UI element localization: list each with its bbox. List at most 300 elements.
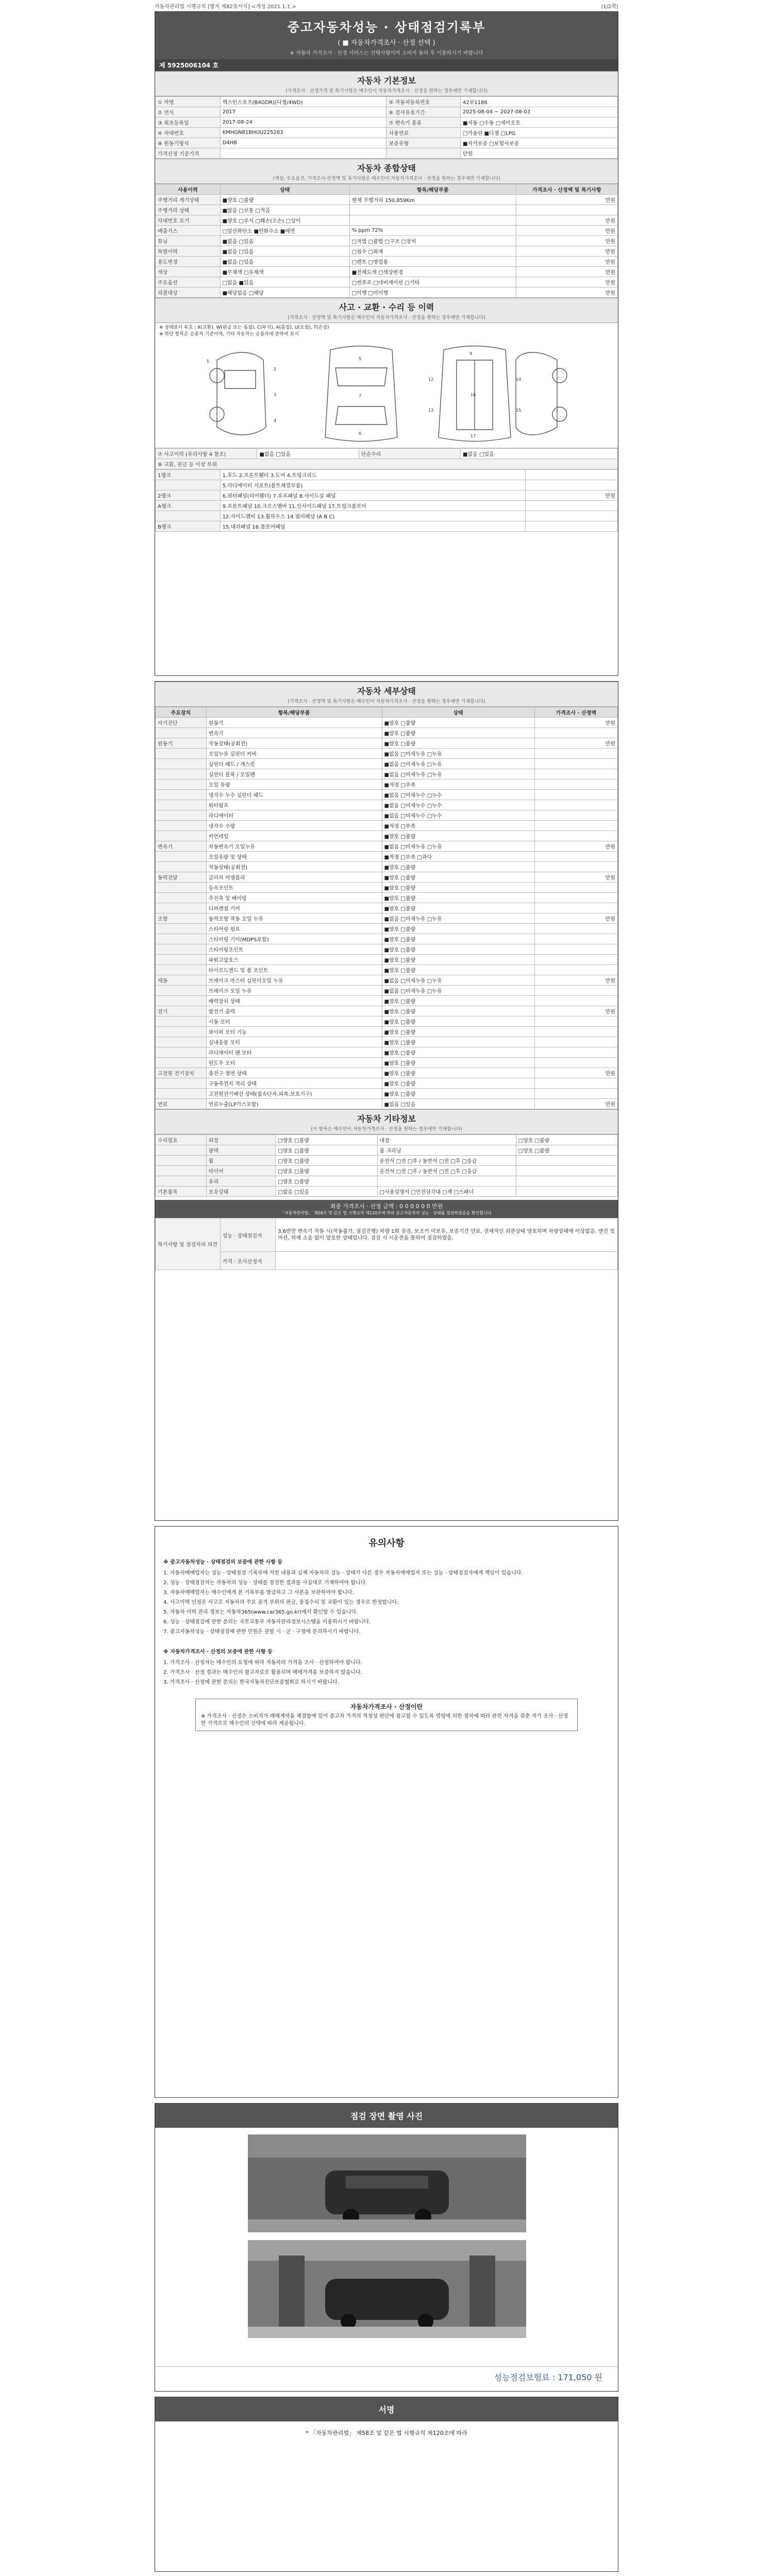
table-row xyxy=(156,749,618,759)
item-label: 배출가스 xyxy=(156,226,221,236)
part-price xyxy=(534,1089,617,1099)
part-price xyxy=(534,1016,617,1027)
value: □가솔린 ■디젤 □LPG xyxy=(461,128,618,138)
part-status: ■양호 □불량 xyxy=(382,862,534,872)
rank-parts: 12.사이드멤버 13.휠하우스 14.필러패널 (A B C) xyxy=(220,511,525,521)
table-row xyxy=(156,1058,618,1068)
accident-value: ■없음 □있음 xyxy=(257,449,359,459)
legend-text: ※ 상태표시 부호 : X(교환), W(판금 또는 용접), C(부식), A(흠집), U(요철), T(손상) xyxy=(159,325,329,330)
accident-table xyxy=(155,448,618,469)
part-price: 만원 xyxy=(534,841,617,852)
part-price xyxy=(534,862,617,872)
svg-text:16: 16 xyxy=(470,393,476,397)
part-status: ■없음 □있음 xyxy=(382,1099,534,1109)
table-row xyxy=(156,1078,618,1089)
part-status: ■양호 □불량 xyxy=(382,1078,534,1089)
part-price xyxy=(534,831,617,841)
photo-page xyxy=(155,2103,618,2392)
device-label xyxy=(156,800,207,810)
table-row xyxy=(156,449,618,459)
table-row xyxy=(156,490,618,501)
item-status: □일산화탄소 ■탄화수소 ■매연 xyxy=(220,226,349,236)
table-row xyxy=(156,480,618,490)
other-info-header xyxy=(155,1109,618,1134)
svg-text:2: 2 xyxy=(274,367,277,371)
part-price xyxy=(534,1078,617,1089)
doc-subtitle: ( ■ 자동차가격조사 · 산정 선택 ) xyxy=(338,39,435,47)
table-row xyxy=(156,117,618,128)
rank-price xyxy=(525,521,617,532)
other-item-2: 내장 xyxy=(377,1135,516,1145)
part-label: 실린더 헤드 / 개스킷 xyxy=(206,759,382,769)
item-detail xyxy=(349,215,516,226)
device-label xyxy=(156,1027,207,1037)
part-price xyxy=(534,893,617,903)
other-item: 보유상태 xyxy=(206,1187,276,1197)
other-status: □양호 □불량 xyxy=(276,1156,377,1166)
svg-text:17: 17 xyxy=(470,434,476,438)
rank-label xyxy=(156,480,221,490)
part-status: ■양호 □불량 xyxy=(382,996,534,1006)
device-label xyxy=(156,903,207,913)
legend-text: ※ 하단 항목은 승용차 기준이며, 기타 자동차는 승용차에 준하여 표시 xyxy=(159,332,299,337)
part-price xyxy=(534,852,617,862)
part-status: ■양호 □불량 xyxy=(382,1016,534,1027)
other-status: □양호 □불량 xyxy=(276,1135,377,1145)
part-status: ■없음 □미세누유 □누유 xyxy=(382,913,534,924)
other-status-2: □양호 □불량 xyxy=(516,1135,617,1145)
rank-parts: 6.쿼터패널(리어휀더) 7.루프패널 8.사이드실 패널 xyxy=(220,490,525,501)
repair-value: ■없음 □있음 xyxy=(460,449,617,459)
part-status: ■없음 □미세누유 □누유 xyxy=(382,986,534,996)
part-status: ■없음 □미세누수 □누수 xyxy=(382,800,534,810)
svg-text:1: 1 xyxy=(207,359,210,364)
part-label: 타이로드엔드 및 볼 조인트 xyxy=(206,965,382,975)
other-status: □양호 □불량 xyxy=(276,1145,377,1156)
section-note: (가격조사 · 산정가격 및 특기사항은 매수인이 자동차가격조사 · 산정을 원하는 경우에만 기재합니다) xyxy=(285,89,488,94)
other-item-2 xyxy=(377,1176,516,1187)
device-label xyxy=(156,1047,207,1058)
notice-item: 3. 가격조사 · 산정에 관한 문의는 한국자동차진단보증협회로 하시기 바랍니다. xyxy=(163,1680,339,1685)
overall-state-table xyxy=(155,184,618,298)
item-price: 만원 xyxy=(516,215,617,226)
table-row xyxy=(156,511,618,521)
part-status: ■없음 □미세누유 □누유 xyxy=(382,759,534,769)
part-price: 만원 xyxy=(534,975,617,986)
part-label: 라디에이터 팬 모터 xyxy=(206,1047,382,1058)
part-price xyxy=(534,790,617,800)
label: ⑥ 검사유효기간 xyxy=(386,107,461,117)
part-status: ■없음 □미세누수 □누수 xyxy=(382,810,534,821)
rank-label: 1랭크 xyxy=(156,470,221,480)
part-price xyxy=(534,934,617,944)
table-row xyxy=(156,821,618,831)
item-label: 튜닝 xyxy=(156,236,221,246)
table-row xyxy=(156,267,618,277)
table-row xyxy=(156,1187,618,1197)
label: ③ 최초등록일 xyxy=(156,117,221,128)
item-price xyxy=(516,205,617,215)
item-price: 만원 xyxy=(516,267,617,277)
section-title: 자동차 세부상태 xyxy=(357,686,416,696)
table-row xyxy=(156,215,618,226)
part-status: ■양호 □불량 xyxy=(382,944,534,955)
table-row xyxy=(156,893,618,903)
other-item-2: 운전석 □전 □후 / 동반석 □전 □후 □응급 xyxy=(377,1156,516,1166)
value: 렉스턴스포츠(B4GDR)(디젤/4WD) xyxy=(220,97,386,107)
part-status: ■양호 □불량 xyxy=(382,872,534,883)
device-label xyxy=(156,769,207,779)
svg-text:4: 4 xyxy=(274,418,277,423)
part-price xyxy=(534,821,617,831)
svg-text:9: 9 xyxy=(469,351,473,356)
item-status: ■없음 □있음 xyxy=(220,246,349,257)
part-label: 동력조향 작동 오일 누유 xyxy=(206,913,382,924)
notice-subtitle: ※ 자동차가격조사 · 산정의 보증에 관한 사항 등 xyxy=(163,1649,273,1655)
item-status: □없음 ■있음 xyxy=(220,277,349,287)
label: ④ 차대번호 xyxy=(156,128,221,138)
part-price xyxy=(534,955,617,965)
device-label: 변속기 xyxy=(156,841,207,852)
device-label xyxy=(156,1089,207,1099)
notice-item: 2. 성능 · 상태점검자는 자동차의 성능 · 상태를 점검한 결과를 사실대로 기재하여야 합니다. xyxy=(163,1580,367,1586)
section-title: 사고 · 교환 · 수리 등 이력 xyxy=(339,302,434,312)
column-header: 사용이력 xyxy=(156,184,221,195)
part-label: 오일누유 실린더 커버 xyxy=(206,749,382,759)
table-row xyxy=(156,226,618,236)
other-status: □양호 □불량 xyxy=(276,1166,377,1176)
device-label: 동력전달 xyxy=(156,872,207,883)
part-price xyxy=(534,810,617,821)
device-label xyxy=(156,924,207,934)
item-status: ■해당없음 □해당 xyxy=(220,287,349,298)
fee-value: 171,050 xyxy=(558,2372,592,2382)
device-label xyxy=(156,955,207,965)
value: 2017-08-24 xyxy=(220,117,386,128)
device-label xyxy=(156,790,207,800)
value: KMHGN81BHUU225283 xyxy=(220,128,386,138)
part-status: ■없음 □미세누유 □누유 xyxy=(382,769,534,779)
part-label: 작동상태(공회전) xyxy=(206,738,382,749)
item-detail: □썬루프 □네비게이션 □기타 xyxy=(349,277,516,287)
other-status-2 xyxy=(516,1187,617,1197)
part-status: ■적정 □부족 xyxy=(382,821,534,831)
part-label: 오일 유량 xyxy=(206,779,382,790)
rank-price xyxy=(525,470,617,480)
table-row xyxy=(156,769,618,779)
item-price: 만원 xyxy=(516,257,617,267)
item-detail xyxy=(349,205,516,215)
table-row xyxy=(156,1027,618,1037)
notice-subtitle: ※ 중고자동차성능 · 상태점검의 보증에 관한 사항 등 xyxy=(163,1560,283,1565)
device-label xyxy=(156,944,207,955)
value: ■자동 □수동 □세미오토 xyxy=(461,117,618,128)
table-row xyxy=(156,1068,618,1078)
table-row xyxy=(156,246,618,257)
table-row xyxy=(156,501,618,511)
box-title: 자동차가격조사 · 산정이란 xyxy=(350,1703,423,1710)
part-status: ■양호 □불량 xyxy=(382,718,534,728)
part-label: 파워고압호스 xyxy=(206,955,382,965)
other-group xyxy=(156,1156,207,1166)
device-label: 연료 xyxy=(156,1099,207,1109)
device-label: 자기진단 xyxy=(156,718,207,728)
part-label: 충전구 절연 상태 xyxy=(206,1068,382,1078)
part-label: 원동기 xyxy=(206,718,382,728)
part-price: 만원 xyxy=(534,913,617,924)
other-item: 외장 xyxy=(206,1135,276,1145)
item-status: ■없음 □있음 xyxy=(220,257,349,267)
part-status: ■양호 □불량 xyxy=(382,1027,534,1037)
rank-parts: 5.라디에이터 서포트(볼트체결부품) xyxy=(220,480,525,490)
part-price xyxy=(534,800,617,810)
sign-page xyxy=(155,2397,618,2572)
rank-label: 2랭크 xyxy=(156,490,221,501)
item-price: 만원 xyxy=(516,246,617,257)
part-status: ■없음 □미세누유 □누유 xyxy=(382,975,534,986)
part-price xyxy=(534,996,617,1006)
device-label xyxy=(156,1016,207,1027)
part-status: ■없음 □미세누유 □누유 xyxy=(382,841,534,852)
column-header: 상태 xyxy=(220,184,349,195)
device-label: 전기 xyxy=(156,1006,207,1016)
device-label xyxy=(156,883,207,893)
table-row xyxy=(156,1156,618,1166)
part-label: 와이퍼 모터 기능 xyxy=(206,1027,382,1037)
part-status: ■양호 □불량 xyxy=(382,1047,534,1058)
rank-label: A랭크 xyxy=(156,501,221,511)
opinion-note: 「자동차관리법」 제58조 및 같은 법 시행규칙 제120조에 따라 중고자동차의 성능 · 상태를 점검하였음을 확인합니다. xyxy=(280,1211,493,1215)
part-price: 만원 xyxy=(534,738,617,749)
item-detail: ■전체도색 □색상변경 xyxy=(349,267,516,277)
column-header: 항목/해당부품 xyxy=(349,184,516,195)
item-status: ■많음 □보통 □적음 xyxy=(220,205,349,215)
device-label xyxy=(156,862,207,872)
other-group xyxy=(156,1166,207,1176)
part-status: ■양호 □불량 xyxy=(382,965,534,975)
part-label: 자동변속기 오일누유 xyxy=(206,841,382,852)
rank-price xyxy=(525,501,617,511)
table-row xyxy=(156,903,618,913)
car-photo-rear xyxy=(248,2240,526,2338)
other-group xyxy=(156,1176,207,1187)
svg-text:5: 5 xyxy=(359,357,362,361)
notice-item: 6. 성능 · 상태점검에 관한 문의는 국토교통부 자동차관리정보시스템을 이용하시기 바랍니다. xyxy=(163,1619,371,1625)
other-item-2: 운전석 □전 □후 / 동반석 □전 □후 □응급 xyxy=(377,1166,516,1176)
part-label: 브레이크 오일 누유 xyxy=(206,986,382,996)
part-label: 스티어링 펌프 xyxy=(206,924,382,934)
part-price xyxy=(534,965,617,975)
part-label: 작동상태(공회전) xyxy=(206,862,382,872)
table-row xyxy=(156,996,618,1006)
part-label: 냉각수 누수 실린더 헤드 xyxy=(206,790,382,800)
part-label: 클러치 어셈블리 xyxy=(206,872,382,883)
appraiser-opinion xyxy=(276,1252,618,1270)
part-label: 변속기 xyxy=(206,728,382,738)
part-price: 만원 xyxy=(534,1099,617,1109)
part-label: 추진축 및 베어링 xyxy=(206,893,382,903)
notice-page xyxy=(155,1526,618,2098)
table-row xyxy=(156,883,618,893)
part-label: 라디에이터 xyxy=(206,810,382,821)
part-price xyxy=(534,728,617,738)
notice-title: 유의사항 xyxy=(368,1538,405,1549)
part-label: 등속조인트 xyxy=(206,883,382,893)
device-label xyxy=(156,1058,207,1068)
page-indicator: (1/2쪽) xyxy=(601,4,618,10)
rank-parts: 1.후드 2.프론트휀더 3.도어 4.트렁크리드 xyxy=(220,470,525,480)
section-note: (이 항목은 매수인이 자동차가격조사 · 산정을 원하는 경우에만 기재합니다) xyxy=(311,1127,462,1132)
table-row xyxy=(156,236,618,246)
table-header-row xyxy=(156,707,618,718)
item-detail: % ppm 72% xyxy=(349,226,516,236)
item-detail: □렌트 □영업용 xyxy=(349,257,516,267)
svg-text:15: 15 xyxy=(516,408,522,413)
svg-text:12: 12 xyxy=(428,377,434,382)
overall-state-header xyxy=(155,159,618,184)
device-label xyxy=(156,986,207,996)
inspector-opinion: 3,6번만 변속기 작동 시(작동불가, 점검진행) 차량 1회 점검, 보조키 미보유, 보증기간 만료, 전체적인 외관상태 양호하며 차량상태에 이상없음. 엔진 및 미션, 하체 소음 없이 양호한 상태입니다. 점검 시 시운전을 통하여 점검하였음. xyxy=(276,1218,618,1252)
notice-body-2 xyxy=(155,1643,618,1693)
section-note: (가격조사 · 산정액 및 특기사항은 매수인이 자동차가격조사 · 산정을 원하는 경우에만 기재합니다) xyxy=(288,699,485,704)
table-row xyxy=(156,128,618,138)
part-status: ■양호 □불량 xyxy=(382,1058,534,1068)
other-info-table xyxy=(155,1134,618,1197)
label: 가격산정 기준가격 xyxy=(156,148,221,159)
car-outline-diagram xyxy=(155,340,619,448)
inspector-label: 성능 · 상태점검자 xyxy=(220,1218,276,1252)
table-row xyxy=(156,800,618,810)
item-label: 용도변경 xyxy=(156,257,221,267)
svg-text:13: 13 xyxy=(428,408,434,413)
value: 2025-08-04 ~ 2027-08-03 xyxy=(461,107,618,117)
part-status: ■양호 □불량 xyxy=(382,831,534,841)
device-label xyxy=(156,934,207,944)
device-label xyxy=(156,821,207,831)
part-label: 냉각수 수량 xyxy=(206,821,382,831)
device-label xyxy=(156,728,207,738)
part-label: 배력장치 상태 xyxy=(206,996,382,1006)
box-text: ※ 가격조사 · 산정은 소비자가 매매계약을 체결함에 있어 중고차 가격의 적정성 판단에 참고할 수 있도록 법령에 의한 절차에 따라 관련 자격을 갖춘 자가 조사 · 산정한 가격으로 매수인의 선택에 따라 제공됩니다. xyxy=(201,1714,568,1726)
part-label: 스티어링 기어(MDPS포함) xyxy=(206,934,382,944)
item-status: ■없음 □있음 xyxy=(220,236,349,246)
table-row xyxy=(156,913,618,924)
part-price xyxy=(534,759,617,769)
other-status-2 xyxy=(516,1166,617,1176)
device-label xyxy=(156,852,207,862)
notice-item: 7. 중고자동차성능 · 상태점검에 관한 민원은 관할 시 · 군 · 구청에 문의하시기 바랍니다. xyxy=(163,1629,361,1635)
notice-item: 3. 자동차매매업자는 매수인에게 본 기록부를 발급하고 그 사본을 보관하여야 합니다. xyxy=(163,1590,354,1596)
value: ■자가보증 □보험사보증 xyxy=(461,138,618,148)
table-row xyxy=(156,975,618,986)
damage-area-label: ⑧ 교환, 판금 등 이상 부위 xyxy=(156,459,618,469)
accident-label: ⑦ 사고이력 (유의사항 4 참조) xyxy=(156,449,257,459)
device-label: 제동 xyxy=(156,975,207,986)
other-item: 휠 xyxy=(206,1156,276,1166)
item-status: ■양호 □부식 □훼손(오손) □상이 xyxy=(220,215,349,226)
table-row xyxy=(156,718,618,728)
device-label: 원동기 xyxy=(156,738,207,749)
svg-text:6: 6 xyxy=(359,431,362,436)
table-row xyxy=(156,97,618,107)
item-label: 주요옵션 xyxy=(156,277,221,287)
doc-number: 제 5925006104 호 xyxy=(155,59,618,71)
page-1 xyxy=(155,11,618,676)
table-row xyxy=(156,1176,618,1187)
repair-label: 단순수리 xyxy=(359,449,460,459)
part-price: 만원 xyxy=(534,1006,617,1016)
other-status-2: □양호 □불량 xyxy=(516,1145,617,1156)
part-label: 연료누출(LP가스포함) xyxy=(206,1099,382,1109)
item-label: 색상 xyxy=(156,267,221,277)
item-detail: 현재 주행거리 150,859Km xyxy=(349,195,516,205)
table-row xyxy=(156,862,618,872)
part-status: ■양호 □불량 xyxy=(382,1068,534,1078)
label: ⑤ 자동차등록번호 xyxy=(386,97,461,107)
table-row xyxy=(156,1047,618,1058)
section-note: (색상, 주요옵션, 가격조사·산정액 및 특기사항은 매수인이 자동차가격조사 · 산정을 원하는 경우에만 기재합니다) xyxy=(273,176,500,181)
table-row xyxy=(156,1037,618,1047)
table-row xyxy=(156,107,618,117)
item-label: 차대번호 표기 xyxy=(156,215,221,226)
column-header: 항목/해당부품 xyxy=(206,707,382,718)
part-label: 실린더 블록 / 오일팬 xyxy=(206,769,382,779)
item-status: ■무채색 □유채색 xyxy=(220,267,349,277)
column-header: 상태 xyxy=(382,707,534,718)
svg-text:14: 14 xyxy=(516,377,522,382)
other-item: 유리 xyxy=(206,1176,276,1187)
item-label: 주행거리 상태 xyxy=(156,205,221,215)
label xyxy=(386,148,461,159)
table-row xyxy=(156,841,618,852)
table-row xyxy=(156,759,618,769)
table-row xyxy=(156,965,618,975)
inspection-photo-front xyxy=(248,2134,526,2232)
rank-label xyxy=(156,511,221,521)
item-price: 만원 xyxy=(516,226,617,236)
opinion-header xyxy=(155,1200,618,1218)
table-row xyxy=(156,1252,618,1270)
appraisal-info-box xyxy=(195,1699,578,1731)
part-label: 디퍼렌셜 기어 xyxy=(206,903,382,913)
doc-note: ※ 자동차 가격조사 · 산정 서비스는 선택사항이며 소비자 동의 후 이용하시기 바랍니다 xyxy=(290,50,483,56)
part-label: 오일유량 및 상태 xyxy=(206,852,382,862)
rank-price: 만원 xyxy=(525,490,617,501)
notice-item: 5. 자동차 이력 관리 정보는 자동차365(www.car365.go.kr)에서 확인할 수 있습니다. xyxy=(163,1609,358,1615)
vehicle-diagram xyxy=(155,340,618,448)
part-price: 만원 xyxy=(534,1068,617,1078)
other-item: 광택 xyxy=(206,1145,276,1156)
svg-text:3: 3 xyxy=(274,393,277,397)
inspection-photo-rear xyxy=(248,2240,526,2338)
part-label: 실내송풍 모터 xyxy=(206,1037,382,1047)
detail-state-header xyxy=(155,682,618,707)
device-label xyxy=(156,965,207,975)
part-price xyxy=(534,1027,617,1037)
device-label xyxy=(156,810,207,821)
item-detail: □적법 □불법 □구조 □장치 xyxy=(349,236,516,246)
rank-parts: 15.대쉬패널 16.플로어패널 xyxy=(220,521,525,532)
other-status-2 xyxy=(516,1176,617,1187)
part-status: ■양호 □불량 xyxy=(382,1006,534,1016)
part-label: 고전원전기배선 상태(접속단자,피복,보호기구) xyxy=(206,1089,382,1099)
part-status: ■양호 □불량 xyxy=(382,1037,534,1047)
column-header: 주요장치 xyxy=(156,707,207,718)
section-note: (가격조사 · 산정액 및 특기사항은 매수인이 자동차가격조사 · 산정을 원하는 경우에만 기재합니다) xyxy=(288,315,485,320)
table-row xyxy=(156,148,618,159)
part-price xyxy=(534,1037,617,1047)
notice-item: 4. 사고이력 인정은 사고로 자동차의 주요 골격 부위의 판금, 용접수리 및 교환이 있는 경우로 한정합니다. xyxy=(163,1600,399,1605)
